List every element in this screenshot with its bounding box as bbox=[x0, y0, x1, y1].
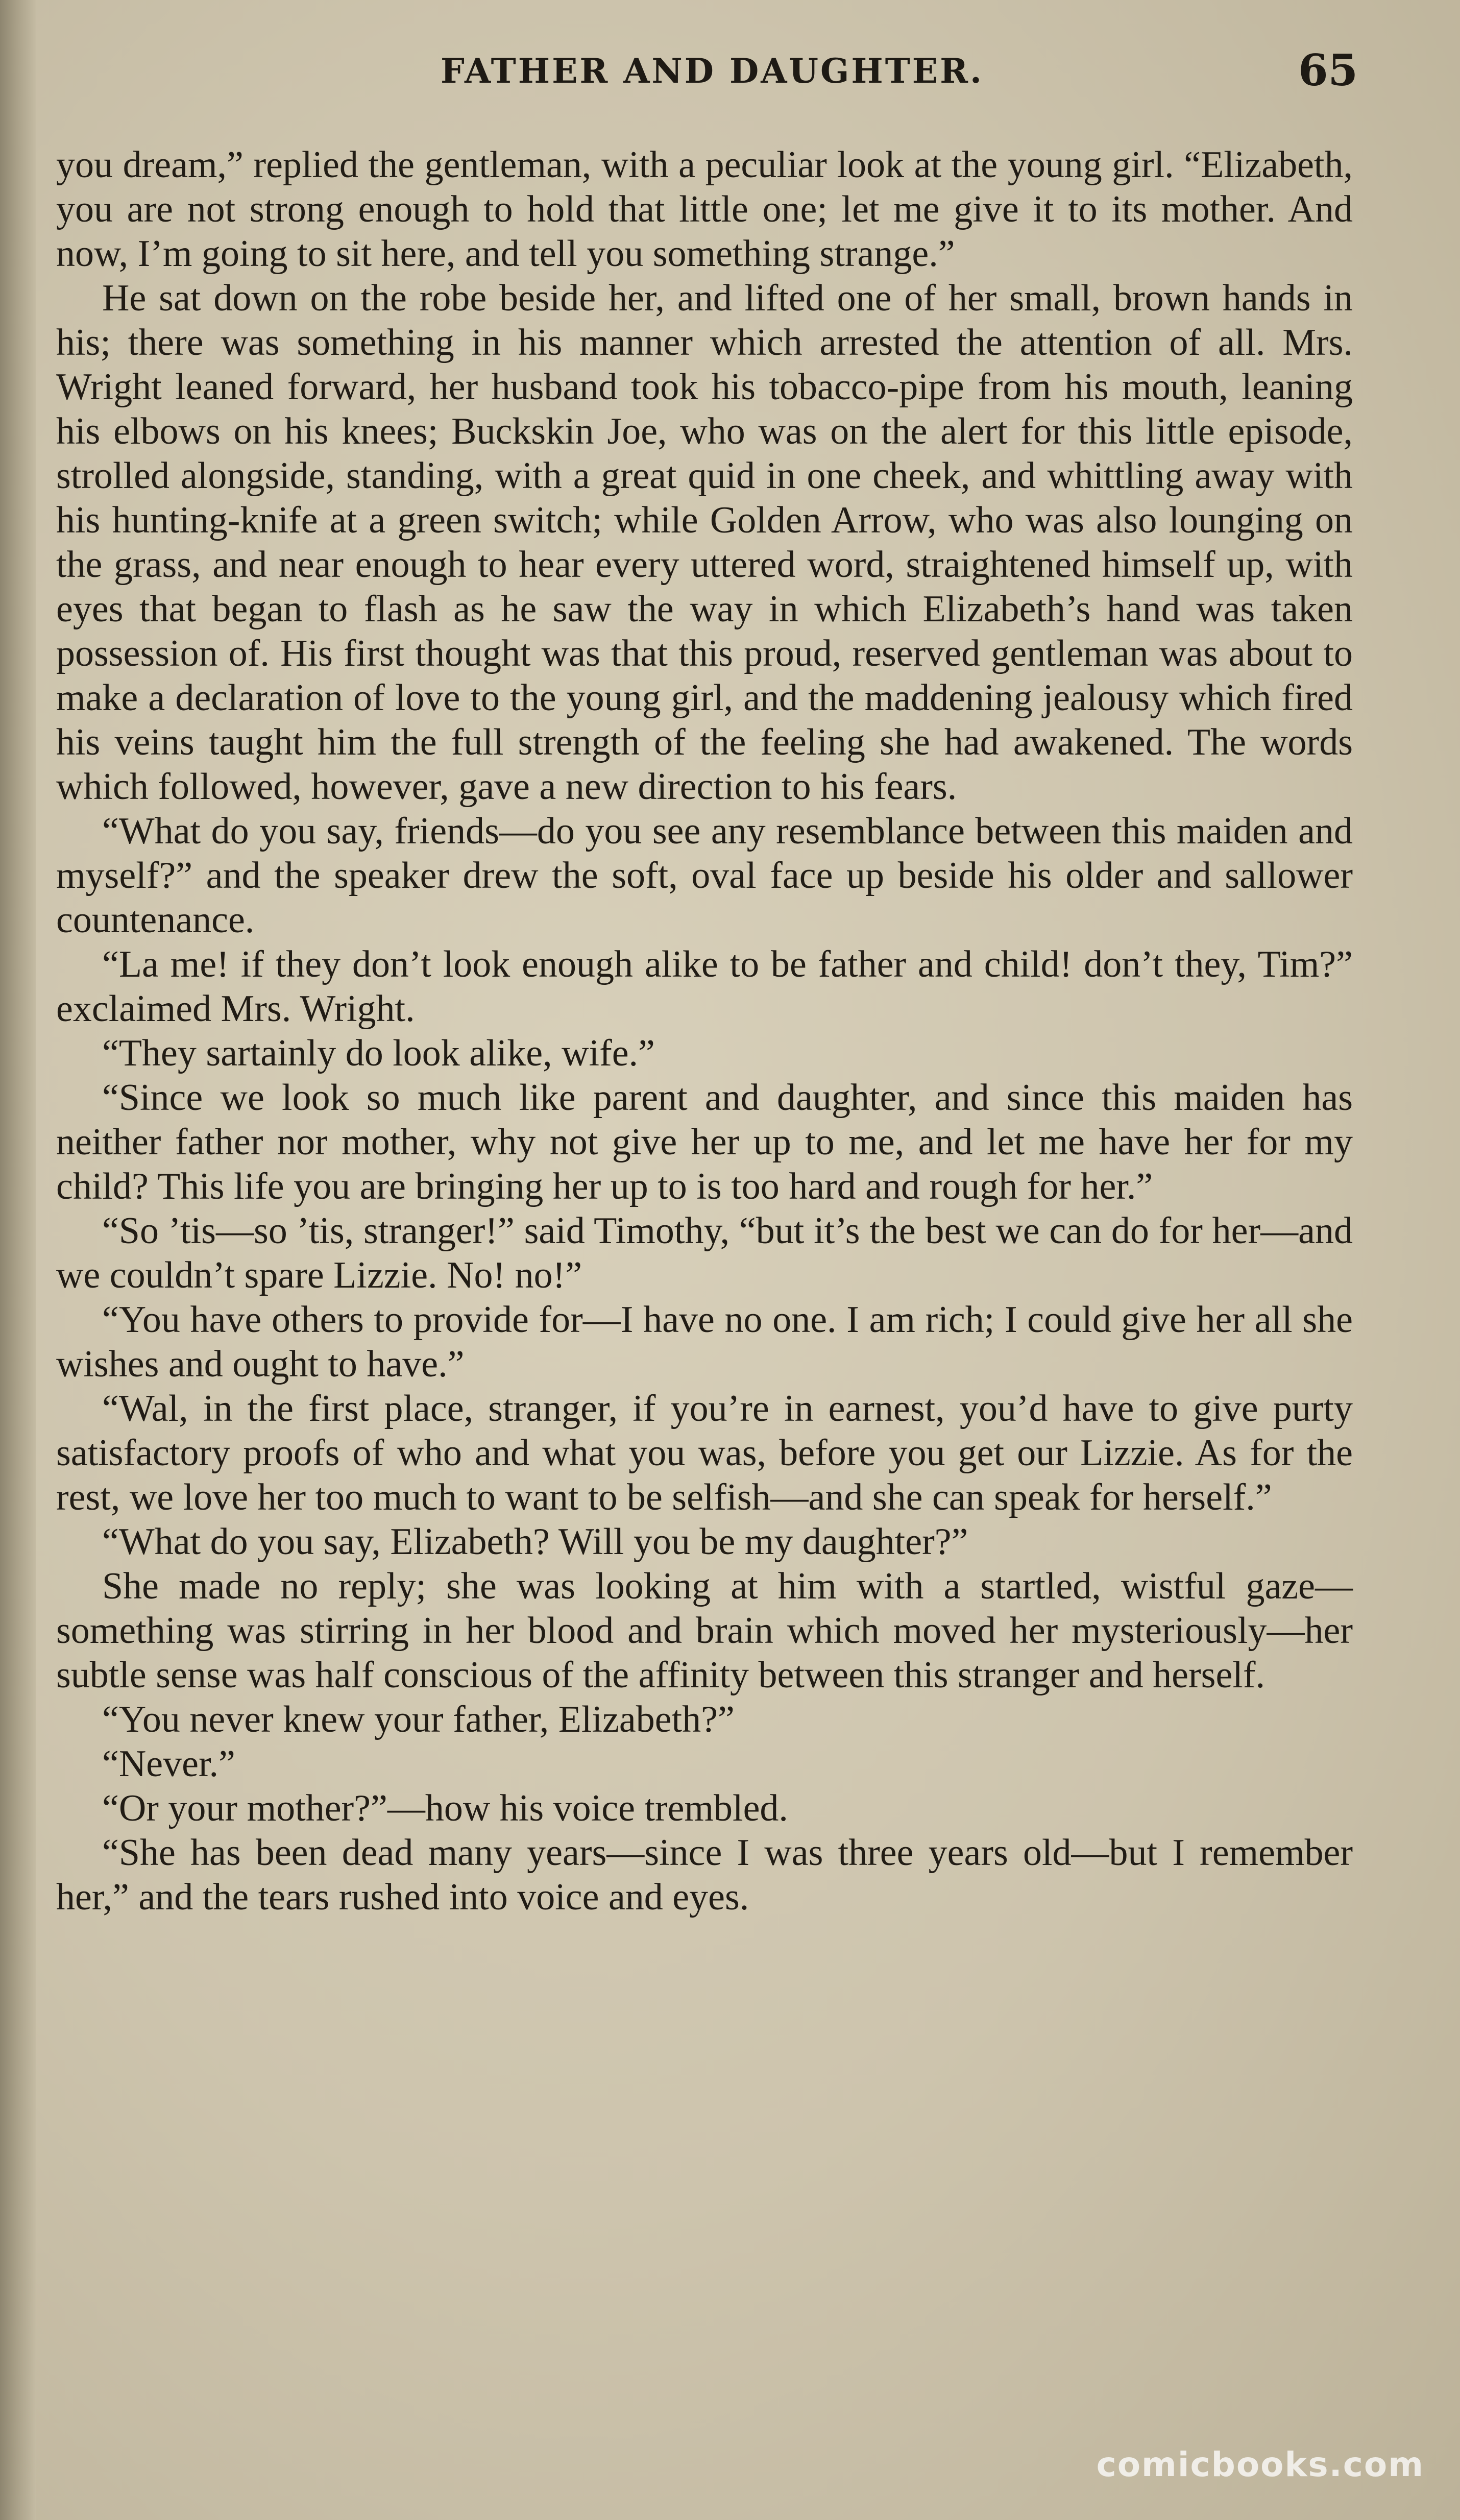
running-head: FATHER AND DAUGHTER. bbox=[441, 51, 984, 91]
paragraph-3: “What do you say, friends—do you see any resemblance between this maiden and myself?” and the speaker drew the soft, oval face up beside his older and sallower countenance. bbox=[56, 810, 1353, 941]
paragraph-8: “You have others to provide for—I have no one. I am rich; I could give her all she wishes and ought to have.” bbox=[56, 1299, 1353, 1385]
paragraph-10: “What do you say, Elizabeth? Will you be my daughter?” bbox=[102, 1521, 968, 1563]
paragraph-2: He sat down on the robe beside her, and lifted one of her small, brown hands in his; there was something in his manner which arrested the attention of all. Mrs. Wright leaned forward, her husband took his tobacco-pipe from his mouth, leaning his elbows on his knees; Buckskin Joe, who was on the alert for this little episode, strolled alongside, standing, with a great quid in one cheek, and whittling away with his hunting-knife at a green switch; while Golden Arrow, who was also lounging on the grass, and near enough to hear every uttered word, straightened himself up, with eyes that began to flash as he saw the way in which Elizabeth’s hand was taken possession of. His first thought was that this proud, reserved gentleman was about to make a declaration of love to the young girl, and the maddening jealousy which fired his veins taught him the full strength of the feeling she had awakened. The words which followed, however, gave a new direction to his fears. bbox=[56, 277, 1353, 808]
paragraph-11: She made no reply; she was looking at him with a startled, wistful gaze—something was stirring in her blood and brain which moved her mysteriously—her subtle sense was half conscious of the affinity between this stranger and herself. bbox=[56, 1565, 1353, 1696]
page-number: 65 bbox=[1298, 45, 1358, 95]
paragraph-7: “So ’tis—so ’tis, stranger!” said Timothy, “but it’s the best we can do for her—and we couldn’t spare Lizzie. No! no!” bbox=[56, 1210, 1353, 1296]
page-header bbox=[66, 41, 1358, 102]
paragraph-14: “Or your mother?”—how his voice trembled. bbox=[102, 1787, 788, 1829]
body-text bbox=[56, 143, 1353, 1920]
book-binding-edge bbox=[0, 0, 36, 2520]
paragraph-13: “Never.” bbox=[102, 1743, 235, 1785]
paragraph-12: “You never knew your father, Elizabeth?” bbox=[102, 1699, 735, 1740]
paragraph-1: you dream,” replied the gentleman, with a peculiar look at the young girl. “Elizabeth, you are not strong enough to hold that little one; let me give it to its mother. And now, I’m going to sit here, and tell you something strange.” bbox=[56, 144, 1353, 275]
paragraph-9: “Wal, in the first place, stranger, if you’re in earnest, you’d have to give purty satisfactory proofs of who and what you was, before you get our Lizzie. As for the rest, we love her too much to want to be selfish—and she can speak for herself.” bbox=[56, 1388, 1353, 1518]
watermark: comicbooks.com bbox=[1096, 2445, 1424, 2484]
paragraph-5: “They sartainly do look alike, wife.” bbox=[102, 1032, 655, 1074]
paragraph-6: “Since we look so much like parent and daughter, and since this maiden has neither father nor mother, why not give her up to me, and let me have her for my child? This life you are bringing her up to is too hard and rough for her.” bbox=[56, 1077, 1353, 1207]
paragraph-15: “She has been dead many years—since I was three years old—but I remember her,” and the tears rushed into voice and eyes. bbox=[56, 1832, 1353, 1918]
paragraph-4: “La me! if they don’t look enough alike to be father and child! don’t they, Tim?” exclaimed Mrs. Wright. bbox=[56, 943, 1353, 1030]
